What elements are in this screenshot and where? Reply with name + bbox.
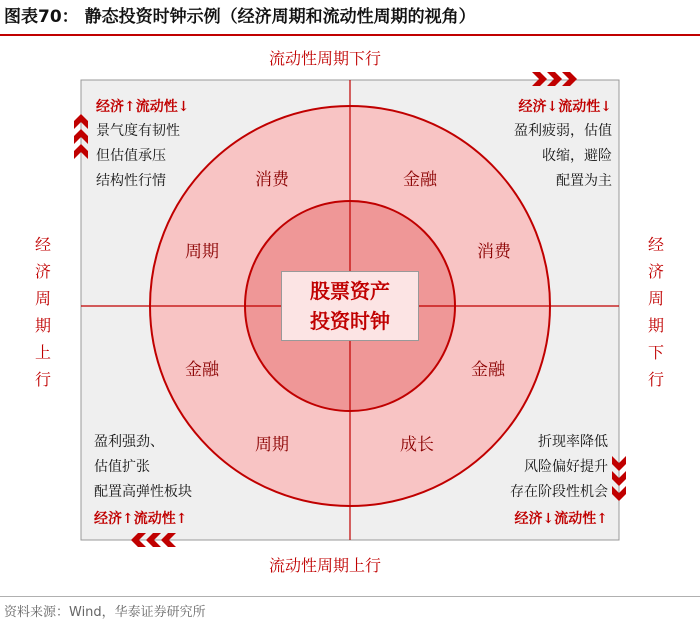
- ring-label-consumption: 消费: [477, 242, 511, 262]
- center-label-line2: 投资时钟: [310, 309, 390, 333]
- quadrant-line: 风险偏好提升: [524, 459, 608, 475]
- quadrant-top-right-heading: 经济↓流动性↓: [518, 99, 612, 115]
- figure-title: 图表70： 静态投资时钟示例（经济周期和流动性周期的视角）: [4, 7, 476, 27]
- axis-label-left-char: 上: [34, 343, 51, 362]
- quadrant-line: 估值扩张: [94, 459, 150, 475]
- axis-label-right-char: 周: [647, 289, 664, 308]
- ring-label-consumption: 消费: [255, 170, 289, 190]
- ring-label-financial: 金融: [185, 360, 219, 380]
- quadrant-bottom-left-heading: 经济↑流动性↑: [94, 511, 188, 527]
- ring-label-growth: 成长: [400, 435, 434, 455]
- ring-label-cyclical: 周期: [255, 435, 289, 455]
- axis-label-right-char: 济: [647, 262, 664, 281]
- quadrant-bottom-left-text: [94, 430, 192, 505]
- axis-label-left-char: 周: [34, 289, 51, 308]
- footer-rule: [0, 596, 700, 597]
- center-label-line1: 股票资产: [310, 279, 390, 303]
- quadrant-top-right-text: [514, 119, 612, 194]
- quadrant-line: 折现率降低: [538, 434, 608, 450]
- quadrant-line: 收缩，避险: [542, 148, 612, 164]
- axis-label-left-char: 行: [34, 370, 51, 389]
- quadrant-line: 盈利疲弱，估值: [514, 123, 612, 139]
- axis-label-bottom: 流动性周期上行: [269, 556, 382, 575]
- axis-label-right-char: 下: [647, 343, 664, 362]
- quadrant-line: 配置为主: [556, 173, 612, 189]
- quadrant-line: 但估值承压: [96, 148, 166, 164]
- quadrant-top-left-heading: 经济↑流动性↓: [96, 99, 190, 115]
- axis-label-left-char: 经: [34, 235, 51, 254]
- axis-label-right-char: 经: [647, 235, 664, 254]
- source-note: 资料来源：Wind，华泰证券研究所: [4, 605, 206, 620]
- quadrant-line: 存在阶段性机会: [510, 484, 608, 500]
- ring-label-cyclical: 周期: [185, 242, 219, 262]
- ring-label-financial: 金融: [471, 360, 505, 380]
- axis-label-left-char: 济: [34, 262, 51, 281]
- quadrant-bottom-right-text: [510, 430, 608, 505]
- axis-label-left-char: 期: [34, 316, 51, 335]
- quadrant-top-left-text: [96, 119, 180, 194]
- quadrant-line: 结构性行情: [96, 173, 166, 189]
- quadrant-line: 盈利强劲、: [94, 434, 164, 450]
- axis-label-right-char: 期: [647, 316, 664, 335]
- quadrant-bottom-right-heading: 经济↓流动性↑: [514, 511, 608, 527]
- ring-label-financial: 金融: [403, 170, 437, 190]
- arrow-right-icon: [532, 72, 577, 86]
- quadrant-line: 配置高弹性板块: [94, 484, 192, 500]
- center-label-box: [281, 271, 419, 341]
- axis-label-right-char: 行: [647, 370, 664, 389]
- axis-label-top: 流动性周期下行: [269, 49, 382, 68]
- quadrant-line: 景气度有韧性: [96, 123, 180, 139]
